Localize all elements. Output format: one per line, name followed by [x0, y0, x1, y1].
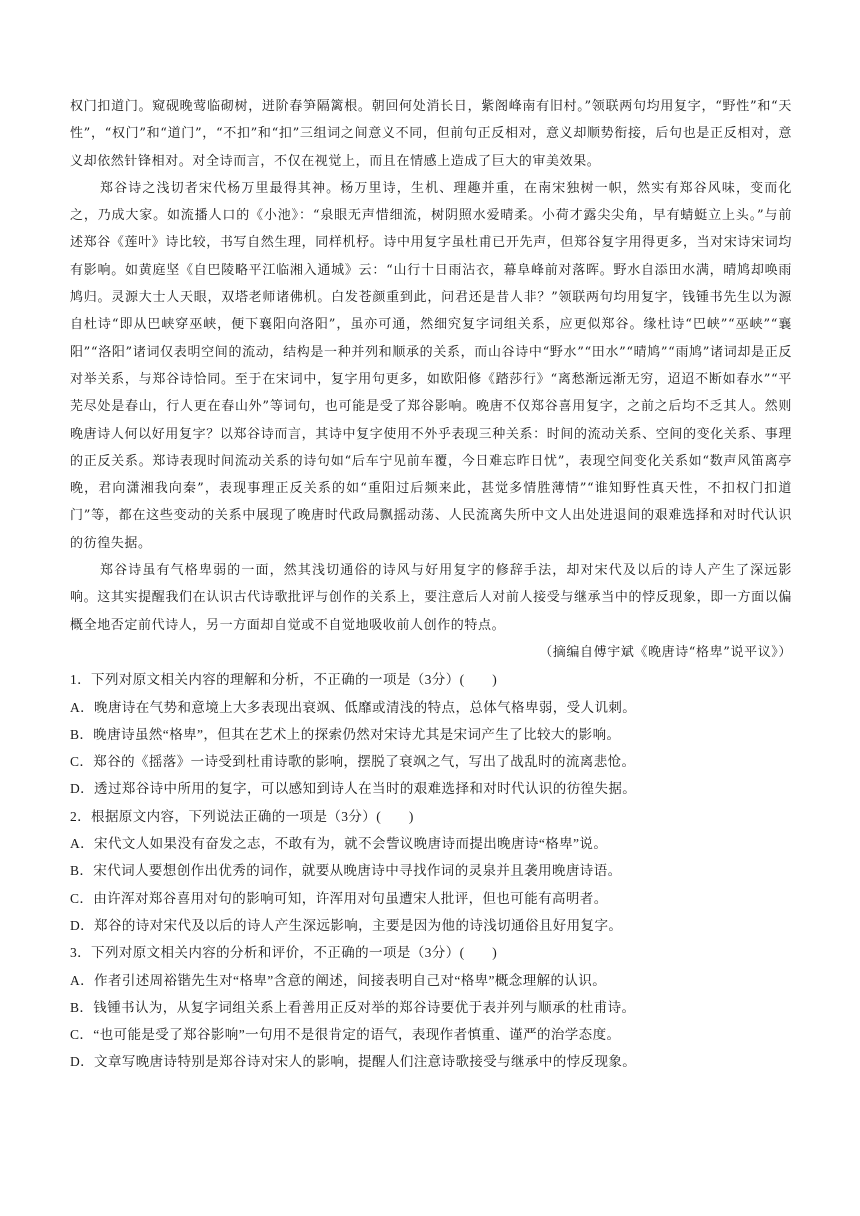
- question-stem: 2．根据原文内容，下列说法正确的一项是（3分）( ): [70, 808, 414, 824]
- option-a: A．晚唐诗在气势和意境上大多表现出衰飒、低靡或清浅的特点，总体气格卑弱，受人讥刺。: [70, 699, 637, 715]
- option-d: D．郑谷的诗对宋代及以后的诗人产生深远影响，主要是因为他的诗浅切通俗且好用复字。: [70, 917, 623, 933]
- option-a: A．宋代文人如果没有奋发之志，不敢有为，就不会訾议晚唐诗而提出晚唐诗“格卑”说。: [70, 836, 608, 852]
- question-3: [70, 939, 792, 1075]
- article-source: （摘编自傅宇斌《晚唐诗“格卑”说平议》）: [539, 644, 792, 660]
- question-1: [70, 666, 792, 802]
- option-c: C．“也可能是受了郑谷影响”一句用不是很肯定的语气，表现作者慎重、谨严的治学态度。: [70, 1027, 621, 1043]
- option-b: B．晚唐诗虽然“格卑”，但其在艺术上的探索仍然对宋诗尤其是宋词产生了比较大的影响。: [70, 726, 621, 742]
- article-paragraph-3: 郑谷诗虽有气格卑弱的一面，然其浅切通俗的诗风与好用复字的修辞手法，却对宋代及以后的诗人产生了深远影响。这其实提醒我们在认识古代诗歌批评与创作的关系上，要注意后人对前人接受与继承当中的悖反现象，即一方面以偏概全地否定前代诗人，另一方面却自觉或不自觉地吸收前人创作的特点。: [70, 563, 792, 633]
- option-a: A．作者引述周裕锴先生对“格卑”含意的阐述，间接表明自己对“格卑”概念理解的认识。: [70, 972, 607, 988]
- option-b: B．钱锺书认为，从复字词组关系上看善用正反对举的郑谷诗要优于表并列与顺承的杜甫诗。: [70, 999, 636, 1015]
- document-page: [70, 93, 792, 1076]
- option-c: C．由许浑对郑谷喜用对句的影响可知，许浑用对句虽遭宋人批评，但也可能有高明者。: [70, 890, 608, 906]
- question-stem: 1．下列对原文相关内容的理解和分析，不正确的一项是（3分）( ): [70, 672, 498, 688]
- option-d: D．透过郑谷诗中所用的复字，可以感知到诗人在当时的艰难选择和对时代认识的彷徨失据。: [70, 781, 637, 797]
- option-d: D．文章写晚唐诗特别是郑谷诗对宋人的影响，提醒人们注意诗歌接受与继承中的悖反现象。: [70, 1054, 637, 1070]
- question-stem: 3．下列对原文相关内容的分析和评价，不正确的一项是（3分）( ): [70, 945, 498, 961]
- article-paragraph-2: 郑谷诗之浅切者宋代杨万里最得其神。杨万里诗，生机、理趣并重，在南宋独树一帜，然实有郑谷风味，变而化之，乃成大家。如流播人口的《小池》：“泉眼无声惜细流，树阴照水爱晴柔。小荷才露尖尖角，早有蜻蜓立上头。”与前述郑谷《莲叶》诗比较，书写自然生理，同样机杼。诗中用复字虽杜甫已开先声，但郑谷复字用得更多，当对宋诗宋词均有影响。如黄庭坚《自巴陵略平江临湘入通城》云：“山行十日雨沾衣，幕阜峰前对落晖。野水自添田水满，晴鸠却唤雨鸠归。灵源大士人天眼，双塔老师诸佛机。白发苍颜重到此，问君还是昔人非？”领联两句均用复字，钱锺书先生以为源自杜诗“即从巴峡穿巫峡，便下襄阳向洛阳”，虽亦可通，然细究复字词组关系，应更似郑谷。缘杜诗“巴峡”“巫峡”“襄阳”“洛阳”诸词仅表明空间的流动，结构是一种并列和顺承的关系，而山谷诗中“野水”“田水”“晴鸠”“雨鸠”诸词却是正反对举关系，与郑谷诗恰同。至于在宋词中，复字用句更多，如欧阳修《踏莎行》“离愁渐远渐无穷，迢迢不断如春水”“平芜尽处是春山，行人更在春山外”等词句，也可能是受了郑谷影响。晚唐不仅郑谷喜用复字，之前之后均不乏其人。然则晚唐诗人何以好用复字？以郑谷诗而言，其诗中复字使用不外乎表现三种关系：时间的流动关系、空间的变化关系、事理的正反关系。郑诗表现时间流动关系的诗句如“后车宁见前车覆，今日难忘昨日忧”，表现空间变化关系如“数声风笛离亭晚，君向潇湘我向秦”，表现事理正反关系的如“重阳过后频来此，甚觉多情胜薄情”“谁知野性真天性，不扣权门扣道门”等，都在这些变动的关系中展现了晚唐时代政局飘摇动荡、人民流离失所中文人出处进退间的艰难选择和对时代认识的彷徨失据。: [70, 180, 792, 551]
- article-paragraph-1: 权门扣道门。窥砚晚莺临砌树，迸阶春笋隔篱根。朝回何处消长日，紫阁峰南有旧村。”领联两句均用复字，“野性”和“天性”，“权门”和“道门”，“不扣”和“扣”三组词之间意义不同，但前句正反相对，意义却顺势衔接，后句也是正反相对，意义却依然针锋相对。对全诗而言，不仅在视觉上，而且在情感上造成了巨大的审美效果。: [70, 99, 792, 169]
- option-b: B．宋代词人要想创作出优秀的词作，就要从晚唐诗中寻找作词的灵泉并且袭用晚唐诗语。: [70, 863, 622, 879]
- option-c: C．郑谷的《摇落》一诗受到杜甫诗歌的影响，摆脱了衰飒之气，写出了战乱时的流离悲怆。: [70, 754, 636, 770]
- question-2: [70, 803, 792, 939]
